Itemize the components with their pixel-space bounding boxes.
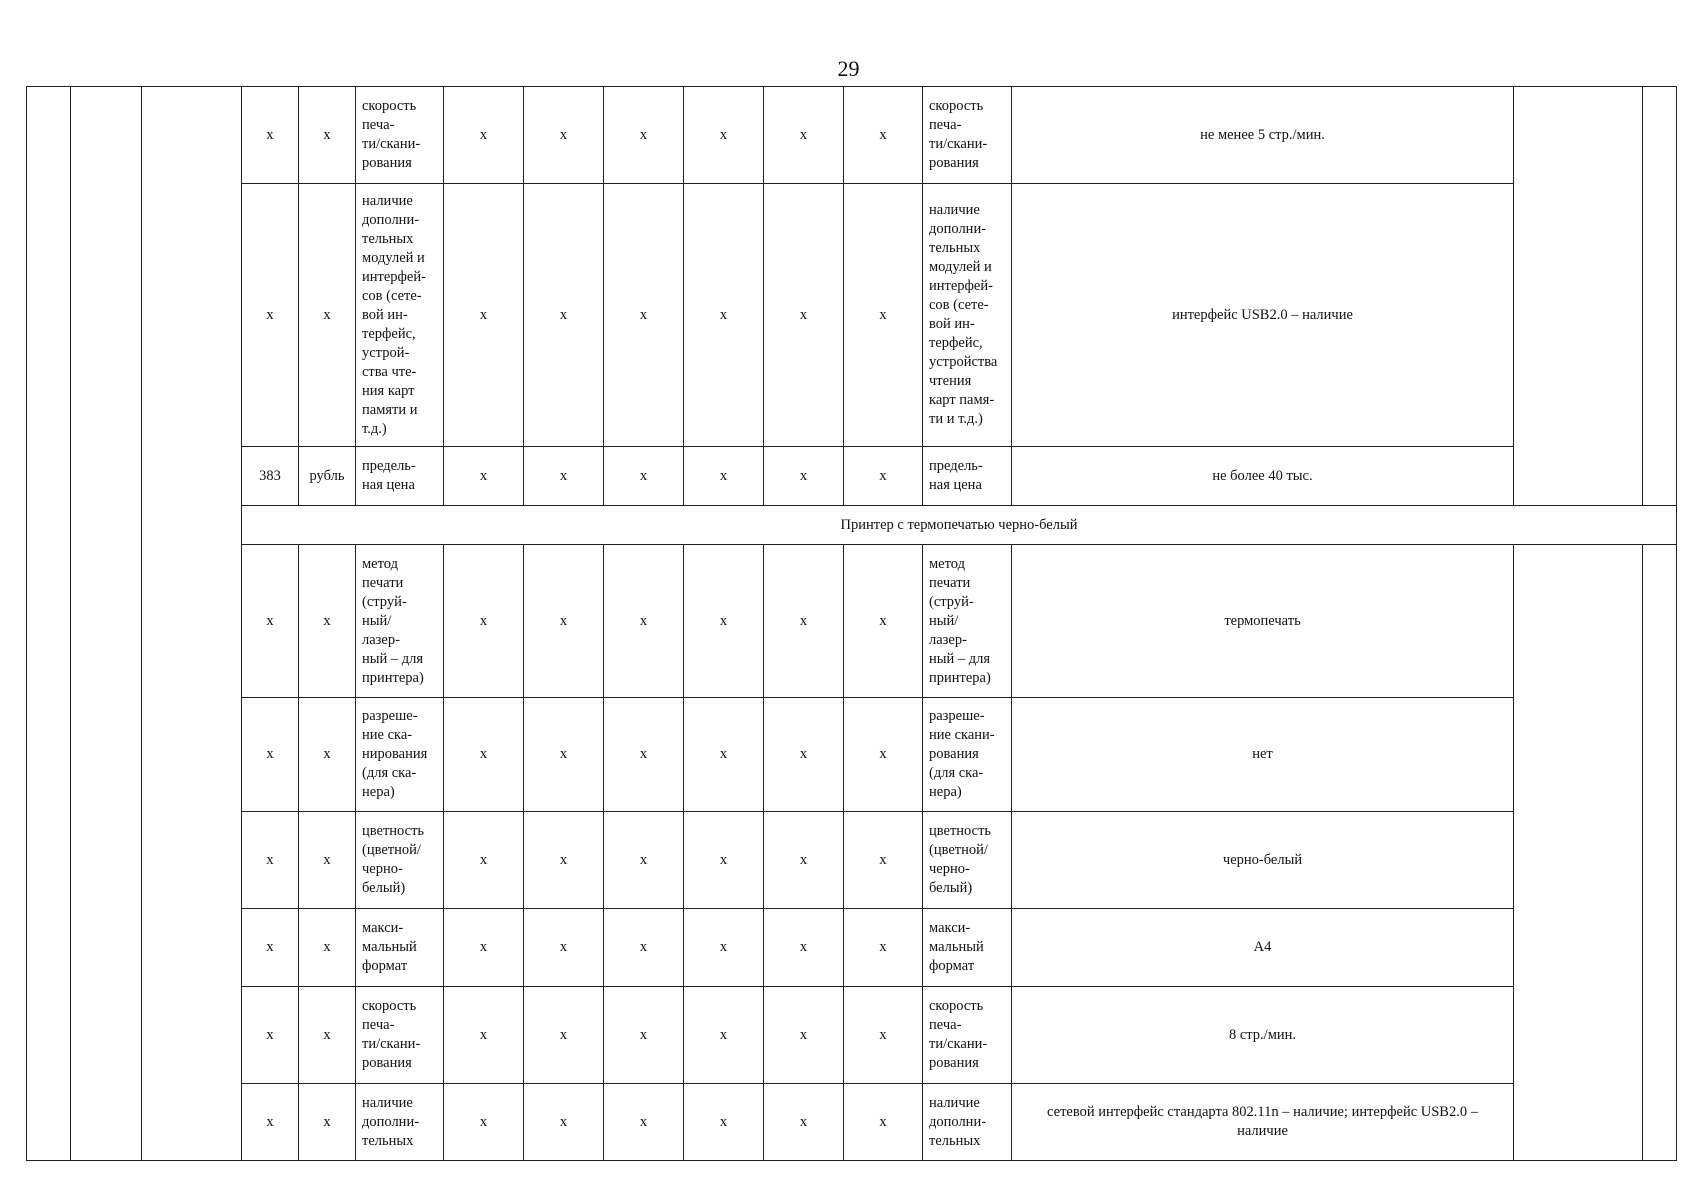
x-cell: х (844, 447, 923, 506)
x-cell: х (764, 812, 844, 909)
characteristic-cell-2: метод печати (струй- ный/ лазер- ный – для принтера) (923, 545, 1012, 698)
unit-cell: х (299, 545, 356, 698)
x-cell: х (444, 545, 524, 698)
unit-cell: х (299, 987, 356, 1084)
code-cell: 383 (242, 447, 299, 506)
characteristic-cell: макси- мальный формат (356, 909, 444, 987)
section-title: Принтер с термопечатью черно-белый (242, 506, 1677, 545)
table-row (27, 87, 1677, 184)
x-cell: х (684, 447, 764, 506)
characteristic-cell-2: скорость печа- ти/скани- рования (923, 987, 1012, 1084)
table-row (27, 987, 1677, 1084)
unit-cell: х (299, 909, 356, 987)
x-cell: х (604, 812, 684, 909)
code-cell: х (242, 87, 299, 184)
x-cell: х (604, 987, 684, 1084)
x-cell: х (844, 987, 923, 1084)
table-row (27, 1084, 1677, 1161)
code-cell: х (242, 812, 299, 909)
x-cell: х (604, 447, 684, 506)
value-cell: А4 (1012, 909, 1514, 987)
x-cell: х (524, 812, 604, 909)
code-cell: х (242, 545, 299, 698)
x-cell: х (444, 698, 524, 812)
unit-cell: х (299, 87, 356, 184)
characteristic-cell-2: наличие дополни- тельных модулей и интерфей- сов (сете- вой ин- терфейс, устройства чтения карт памя- ти и т.д.) (923, 184, 1012, 447)
left-column-1 (27, 87, 71, 1161)
code-cell: х (242, 184, 299, 447)
empty-cell (1514, 545, 1643, 1161)
x-cell: х (444, 987, 524, 1084)
x-cell: х (844, 698, 923, 812)
section-row (27, 506, 1677, 545)
unit-cell: х (299, 812, 356, 909)
x-cell: х (444, 184, 524, 447)
unit-cell: х (299, 184, 356, 447)
x-cell: х (684, 184, 764, 447)
x-cell: х (844, 184, 923, 447)
x-cell: х (684, 987, 764, 1084)
characteristic-cell-2: разреше- ние скани- рования (для ска- нера) (923, 698, 1012, 812)
unit-cell: рубль (299, 447, 356, 506)
empty-cell (1514, 87, 1643, 506)
x-cell: х (844, 545, 923, 698)
characteristic-cell-2: предель- ная цена (923, 447, 1012, 506)
characteristic-cell: предель- ная цена (356, 447, 444, 506)
x-cell: х (844, 909, 923, 987)
code-cell: х (242, 987, 299, 1084)
x-cell: х (844, 812, 923, 909)
x-cell: х (764, 987, 844, 1084)
x-cell: х (444, 87, 524, 184)
x-cell: х (604, 1084, 684, 1161)
empty-cell (1643, 545, 1677, 1161)
characteristic-cell: скорость печа- ти/скани- рования (356, 987, 444, 1084)
x-cell: х (764, 1084, 844, 1161)
x-cell: х (604, 184, 684, 447)
x-cell: х (604, 698, 684, 812)
characteristic-cell: наличие дополни- тельных (356, 1084, 444, 1161)
left-column-3 (142, 87, 242, 1161)
code-cell: х (242, 1084, 299, 1161)
characteristic-cell: наличие дополни- тельных модулей и интерфей- сов (сете- вой ин- терфейс, устрой- ства чте- ния карт памяти и т.д.) (356, 184, 444, 447)
x-cell: х (604, 909, 684, 987)
characteristic-cell-2: скорость печа- ти/скани- рования (923, 87, 1012, 184)
x-cell: х (524, 909, 604, 987)
x-cell: х (684, 812, 764, 909)
value-cell: черно-белый (1012, 812, 1514, 909)
value-cell: интерфейс USB2.0 – наличие (1012, 184, 1514, 447)
characteristic-cell: разреше- ние ска- нирования (для ска- нера) (356, 698, 444, 812)
x-cell: х (764, 447, 844, 506)
x-cell: х (684, 698, 764, 812)
table-row (27, 184, 1677, 447)
characteristic-cell-2: цветность (цветной/ черно- белый) (923, 812, 1012, 909)
x-cell: х (524, 987, 604, 1084)
characteristic-cell: цветность (цветной/ черно- белый) (356, 812, 444, 909)
x-cell: х (444, 1084, 524, 1161)
x-cell: х (444, 812, 524, 909)
x-cell: х (524, 184, 604, 447)
x-cell: х (444, 909, 524, 987)
characteristic-cell-2: наличие дополни- тельных (923, 1084, 1012, 1161)
x-cell: х (764, 909, 844, 987)
value-cell: 8 стр./мин. (1012, 987, 1514, 1084)
x-cell: х (524, 447, 604, 506)
left-column-2 (71, 87, 142, 1161)
x-cell: х (524, 87, 604, 184)
x-cell: х (844, 1084, 923, 1161)
characteristic-cell: скорость печа- ти/скани- рования (356, 87, 444, 184)
x-cell: х (444, 447, 524, 506)
value-cell: не более 40 тыс. (1012, 447, 1514, 506)
value-cell: нет (1012, 698, 1514, 812)
x-cell: х (524, 698, 604, 812)
x-cell: х (604, 87, 684, 184)
value-cell: не менее 5 стр./мин. (1012, 87, 1514, 184)
unit-cell: х (299, 698, 356, 812)
x-cell: х (684, 87, 764, 184)
x-cell: х (684, 545, 764, 698)
x-cell: х (844, 87, 923, 184)
x-cell: х (764, 545, 844, 698)
x-cell: х (764, 87, 844, 184)
x-cell: х (524, 545, 604, 698)
characteristic-cell: метод печати (струй- ный/ лазер- ный – для принтера) (356, 545, 444, 698)
x-cell: х (764, 184, 844, 447)
table-row (27, 545, 1677, 698)
x-cell: х (604, 545, 684, 698)
value-cell: термопечать (1012, 545, 1514, 698)
code-cell: х (242, 909, 299, 987)
x-cell: х (764, 698, 844, 812)
code-cell: х (242, 698, 299, 812)
table-row (27, 812, 1677, 909)
characteristic-cell-2: макси- мальный формат (923, 909, 1012, 987)
table-row (27, 698, 1677, 812)
value-cell: сетевой интерфейс стандарта 802.11n – наличие; интерфейс USB2.0 – наличие (1012, 1084, 1514, 1161)
x-cell: х (684, 909, 764, 987)
page-number: 29 (837, 56, 860, 81)
requirements-table (26, 86, 1677, 1161)
table-row (27, 909, 1677, 987)
x-cell: х (524, 1084, 604, 1161)
unit-cell: х (299, 1084, 356, 1161)
table-row (27, 447, 1677, 506)
x-cell: х (684, 1084, 764, 1161)
empty-cell (1643, 87, 1677, 506)
